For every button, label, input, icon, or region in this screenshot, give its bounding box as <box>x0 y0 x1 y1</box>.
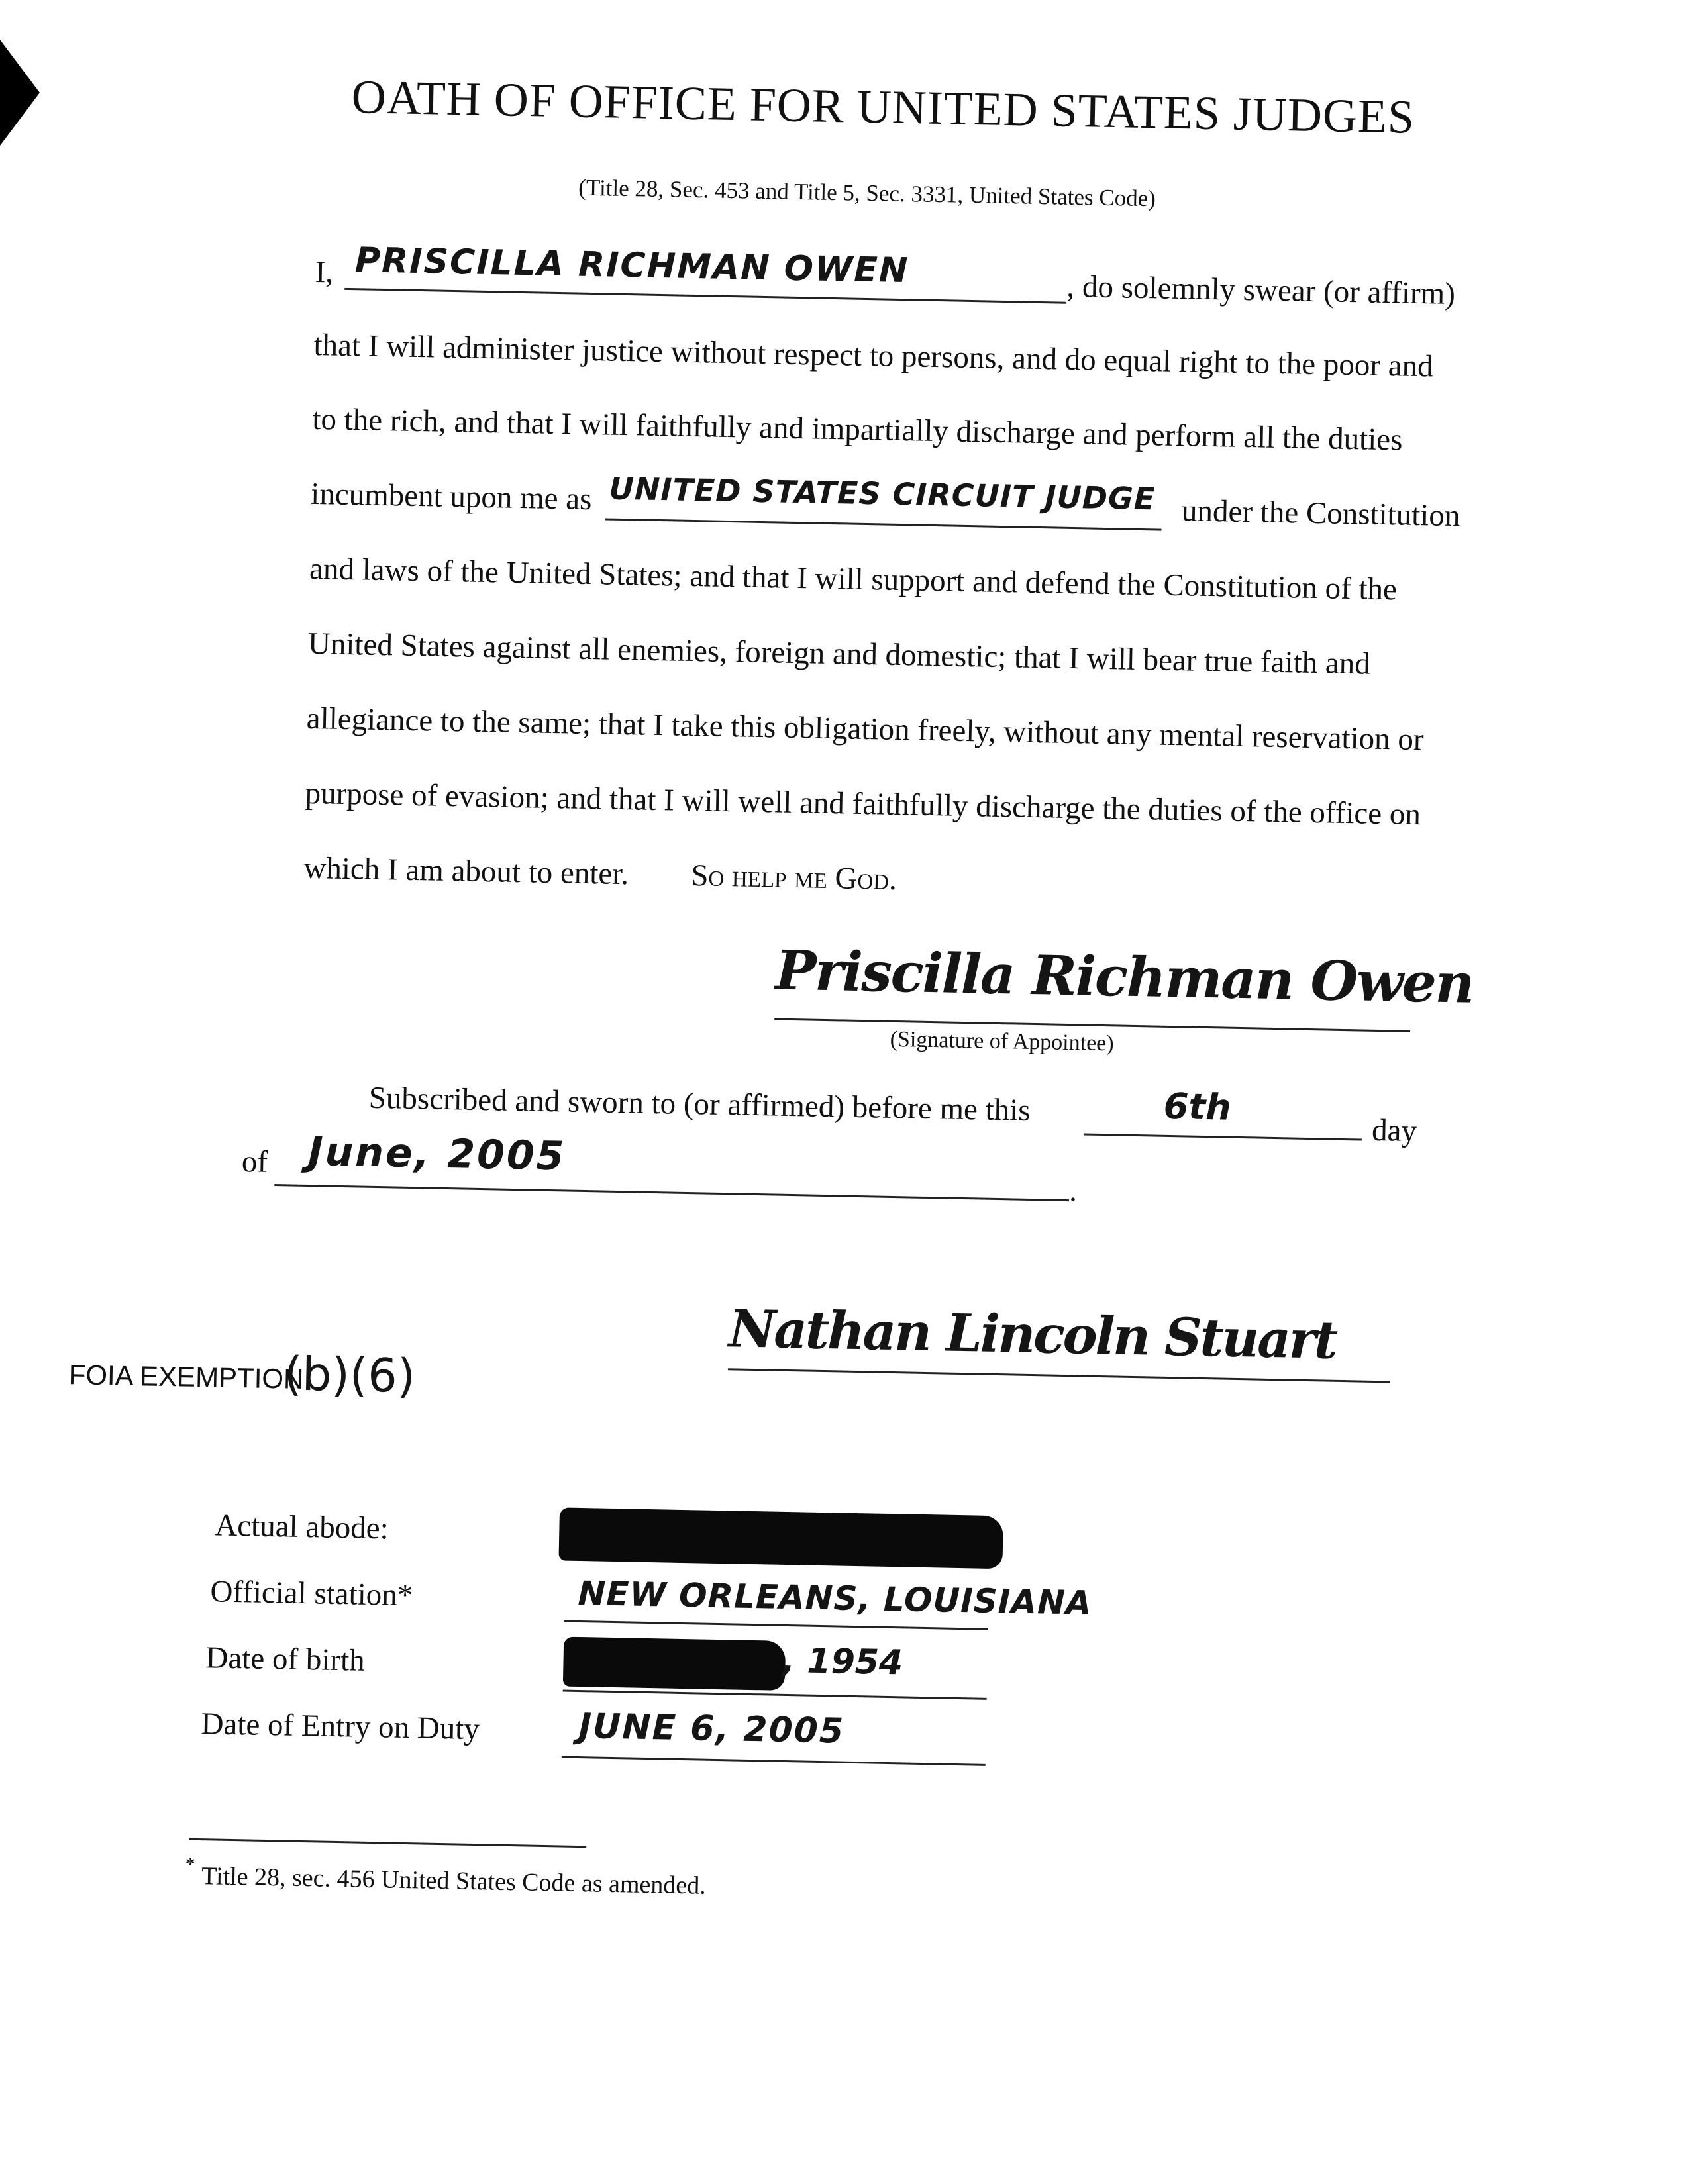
date-of-birth-label: Date of birth <box>205 1640 366 1678</box>
office-title-line <box>605 518 1162 530</box>
date-of-birth-redaction <box>563 1637 786 1691</box>
foia-exemption-code: (b)(6) <box>283 1346 416 1404</box>
oath-pronoun: I, <box>315 254 334 290</box>
oath-line-5: and laws of the United States; and that I will support and defend the Constitution of the <box>309 551 1398 607</box>
appointee-name-line <box>344 288 1066 304</box>
oath-line-4-tail: under the Constitution <box>1181 493 1460 534</box>
official-station-value: NEW ORLEANS, LOUISIANA <box>577 1573 1093 1622</box>
foia-exemption-label: FOIA EXEMPTION <box>68 1359 304 1395</box>
footnote-marker: * <box>185 1853 195 1875</box>
oath-line-8: purpose of evasion; and that I will well and faithfully discharge the duties of the office on <box>305 775 1421 832</box>
document-title: OATH OF OFFICE FOR UNITED STATES JUDGES <box>351 70 1415 144</box>
actual-abode-redaction <box>558 1507 1003 1569</box>
entry-on-duty-line <box>562 1756 986 1766</box>
oath-line-4-head: incumbent upon me as <box>310 476 592 517</box>
appointee-signature-caption: (Signature of Appointee) <box>890 1026 1115 1056</box>
office-title: UNITED STATES CIRCUIT JUDGE <box>609 470 1156 517</box>
appointee-signature-line <box>774 1018 1410 1032</box>
subscription-period: . <box>1068 1173 1078 1209</box>
date-of-birth-line <box>563 1690 987 1700</box>
entry-on-duty-value: JUNE 6, 2005 <box>578 1707 845 1752</box>
administering-officer-signature-line <box>728 1368 1390 1383</box>
official-station-label: Official station* <box>209 1574 413 1613</box>
subscription-of-word: of <box>241 1144 268 1179</box>
subscription-day: 6th <box>1163 1085 1232 1128</box>
date-of-birth-year: , 1954 <box>782 1640 903 1683</box>
subscription-lead: Subscribed and sworn to (or affirmed) before me this <box>368 1080 1031 1128</box>
footnote-text: Title 28, sec. 456 United States Code as amended. <box>201 1862 707 1900</box>
subscription-date-line <box>274 1184 1069 1201</box>
administering-officer-signature: Nathan Lincoln Stuart <box>728 1299 1337 1371</box>
oath-closing: So help me God. <box>690 858 897 897</box>
oath-line-6: United States against all enemies, foreign and domestic; that I will bear true faith and <box>307 626 1371 681</box>
subscription-month-year: June, 2005 <box>307 1128 566 1180</box>
subscription-day-word: day <box>1371 1113 1417 1149</box>
document-subtitle: (Title 28, Sec. 453 and Title 5, Sec. 3331, United States Code) <box>578 174 1156 212</box>
entry-on-duty-label: Date of Entry on Duty <box>201 1707 480 1747</box>
appointee-signature: Priscilla Richman Owen <box>774 938 1474 1016</box>
oath-line-3: to the rich, and that I will faithfully and impartially discharge and perform all the duties <box>311 401 1403 458</box>
oath-line-9-head: which I am about to enter. <box>303 850 629 892</box>
oath-line-2: that I will administer justice without respect to persons, and do equal right to the poor and <box>313 327 1434 384</box>
official-station-line <box>564 1620 988 1630</box>
oath-line-1-tail: , do solemnly swear (or affirm) <box>1066 269 1456 312</box>
subscription-day-line <box>1084 1133 1362 1140</box>
oath-line-7: allegiance to the same; that I take this obligation freely, without any mental reservation or <box>306 701 1425 758</box>
footnote-separator <box>189 1838 586 1848</box>
actual-abode-label: Actual abode: <box>214 1508 389 1546</box>
appointee-name: PRISCILLA RICHMAN OWEN <box>354 240 909 291</box>
